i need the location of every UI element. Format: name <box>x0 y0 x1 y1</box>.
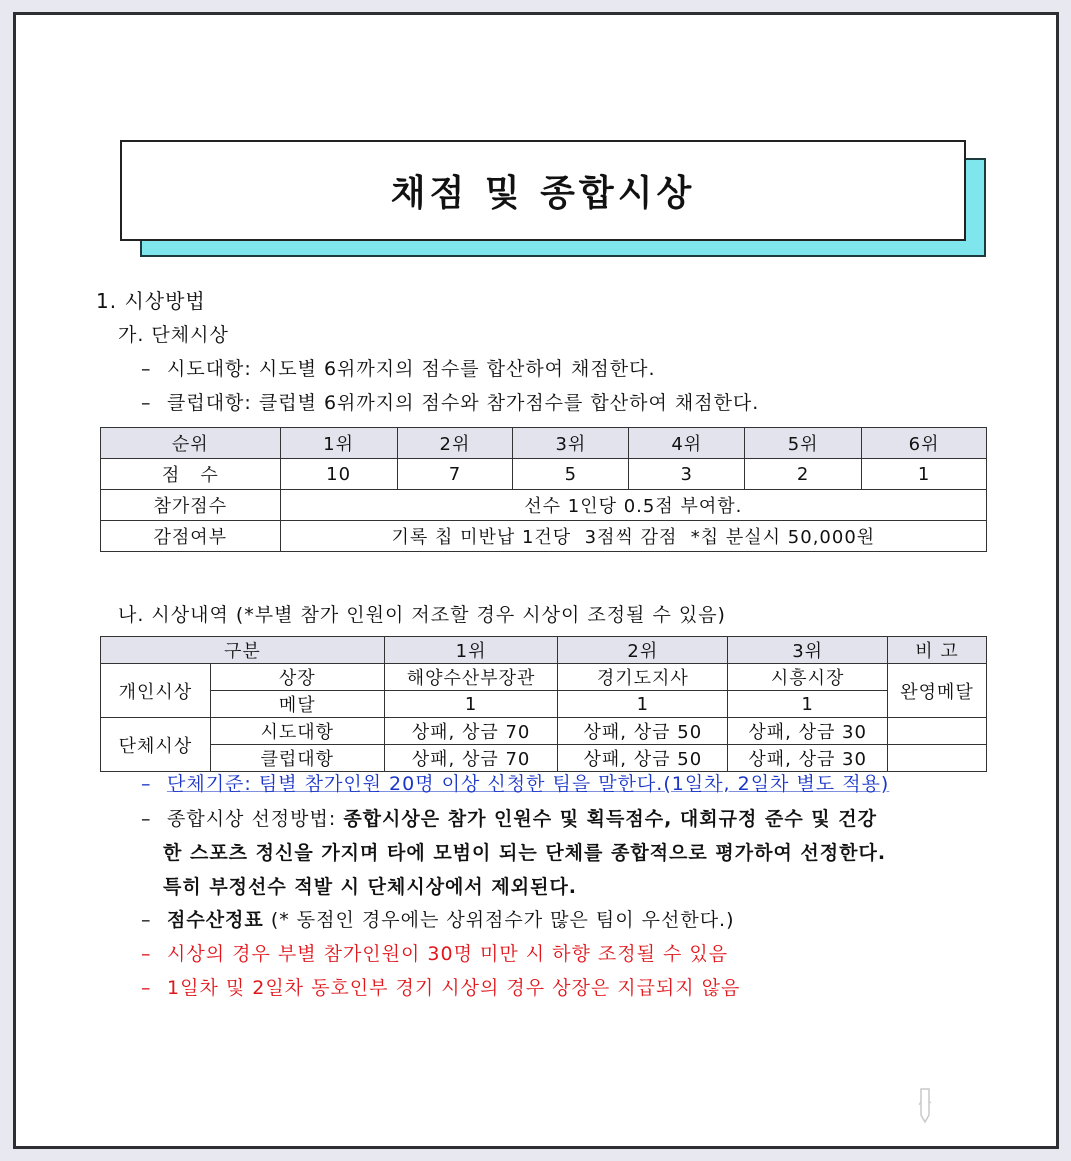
document-page <box>13 12 1059 1149</box>
header-cell: 4위 <box>629 428 745 459</box>
table-cell: 시흥시장 <box>728 664 888 691</box>
overall-award-note: – 종합시상 선정방법: 종합시상은 참가 인원수 및 획득점수, 대회규정 준수 및 건강 <box>141 808 877 830</box>
header-cell: 3위 <box>728 637 888 664</box>
header-cell: 2위 <box>397 428 513 459</box>
team-criteria-note: – 단체기준: 팀별 참가인원 20명 이상 신청한 팀을 말한다.(1일차, 2일차 별도 적용) <box>141 773 890 795</box>
dash-icon: – <box>141 909 152 931</box>
table-row <box>101 459 987 490</box>
row-label: 메달 <box>210 691 384 718</box>
header-cell: 구분 <box>101 637 385 664</box>
overall-award-note-cont: 특히 부정선수 적발 시 단체시상에서 제외된다. <box>163 876 578 898</box>
table-cell: 5 <box>513 459 629 490</box>
header-cell: 6위 <box>862 428 987 459</box>
table-row <box>101 521 987 552</box>
table-cell: 1 <box>728 691 888 718</box>
header-cell: 1위 <box>384 637 558 664</box>
dash-icon: – <box>141 773 152 795</box>
table-cell: 기록 칩 미반납 1건당 3점씩 감점 *칩 분실시 50,000원 <box>280 521 986 552</box>
score-calc-note: – 점수산정표 (* 동점인 경우에는 상위점수가 많은 팀이 우선한다.) <box>141 909 735 931</box>
note-cell: 완영메달 <box>888 664 987 718</box>
row-label: 클럽대항 <box>210 745 384 772</box>
award-table <box>100 636 987 772</box>
warning-note: – 1일차 및 2일차 동호인부 경기 시상의 경우 상장은 지급되지 않음 <box>141 977 741 999</box>
warning-note: – 시상의 경우 부별 참가인원이 30명 미만 시 하향 조정될 수 있음 <box>141 943 729 965</box>
table-cell: 1 <box>558 691 728 718</box>
header-cell: 5위 <box>745 428 862 459</box>
bullet-item: – 시도대항: 시도별 6위까지의 점수를 합산하여 채점한다. <box>141 358 656 380</box>
header-cell: 1위 <box>280 428 397 459</box>
group-label: 단체시상 <box>101 718 211 772</box>
table-cell: 상패, 상금 30 <box>728 745 888 772</box>
bullet-item: – 클럽대항: 클럽별 6위까지의 점수와 참가점수를 합산하여 채점한다. <box>141 392 760 414</box>
section-heading: 1. 시상방법 <box>96 289 206 313</box>
table-row <box>101 490 987 521</box>
table-cell: 2 <box>745 459 862 490</box>
row-label: 참가점수 <box>101 490 281 521</box>
table-cell: 상패, 상금 30 <box>728 718 888 745</box>
dash-icon: – <box>141 358 152 380</box>
row-label: 상장 <box>210 664 384 691</box>
dash-icon: – <box>141 943 152 965</box>
table-cell: 7 <box>397 459 513 490</box>
row-label: 시도대항 <box>210 718 384 745</box>
page-title: 채점 및 종합시상 <box>390 173 696 214</box>
table-cell: 상패, 상금 50 <box>558 718 728 745</box>
table-cell: 1 <box>384 691 558 718</box>
table-header-row <box>101 637 987 664</box>
note-cell <box>888 718 987 745</box>
overall-award-note-cont: 한 스포츠 정신을 가지며 타에 모범이 되는 단체를 종합적으로 평가하여 선정한다. <box>163 842 887 864</box>
dash-icon: – <box>141 808 152 830</box>
dash-icon: – <box>141 977 152 999</box>
table-row <box>101 745 987 772</box>
note-cell <box>888 745 987 772</box>
dash-icon: – <box>141 392 152 414</box>
table-cell: 해양수산부장관 <box>384 664 558 691</box>
table-cell: 3 <box>629 459 745 490</box>
table-cell: 상패, 상금 50 <box>558 745 728 772</box>
table-cell: 상패, 상금 70 <box>384 745 558 772</box>
table-row <box>101 664 987 691</box>
table-row <box>101 691 987 718</box>
table-header-row <box>101 428 987 459</box>
header-cell: 비 고 <box>888 637 987 664</box>
pen-cursor-icon <box>918 1087 932 1125</box>
score-table <box>100 427 987 552</box>
header-cell: 3위 <box>513 428 629 459</box>
row-label: 점 수 <box>101 459 281 490</box>
table-cell: 경기도지사 <box>558 664 728 691</box>
subsection-heading: 가. 단체시상 <box>118 324 229 346</box>
table-cell: 선수 1인당 0.5점 부여함. <box>280 490 986 521</box>
group-label: 개인시상 <box>101 664 211 718</box>
header-cell: 2위 <box>558 637 728 664</box>
subsection-heading: 나. 시상내역 (*부별 참가 인원이 저조할 경우 시상이 조정될 수 있음) <box>118 604 726 626</box>
table-cell: 1 <box>862 459 987 490</box>
title-box <box>120 140 966 241</box>
table-row <box>101 718 987 745</box>
table-cell: 10 <box>280 459 397 490</box>
header-cell: 순위 <box>101 428 281 459</box>
table-cell: 상패, 상금 70 <box>384 718 558 745</box>
row-label: 감점여부 <box>101 521 281 552</box>
